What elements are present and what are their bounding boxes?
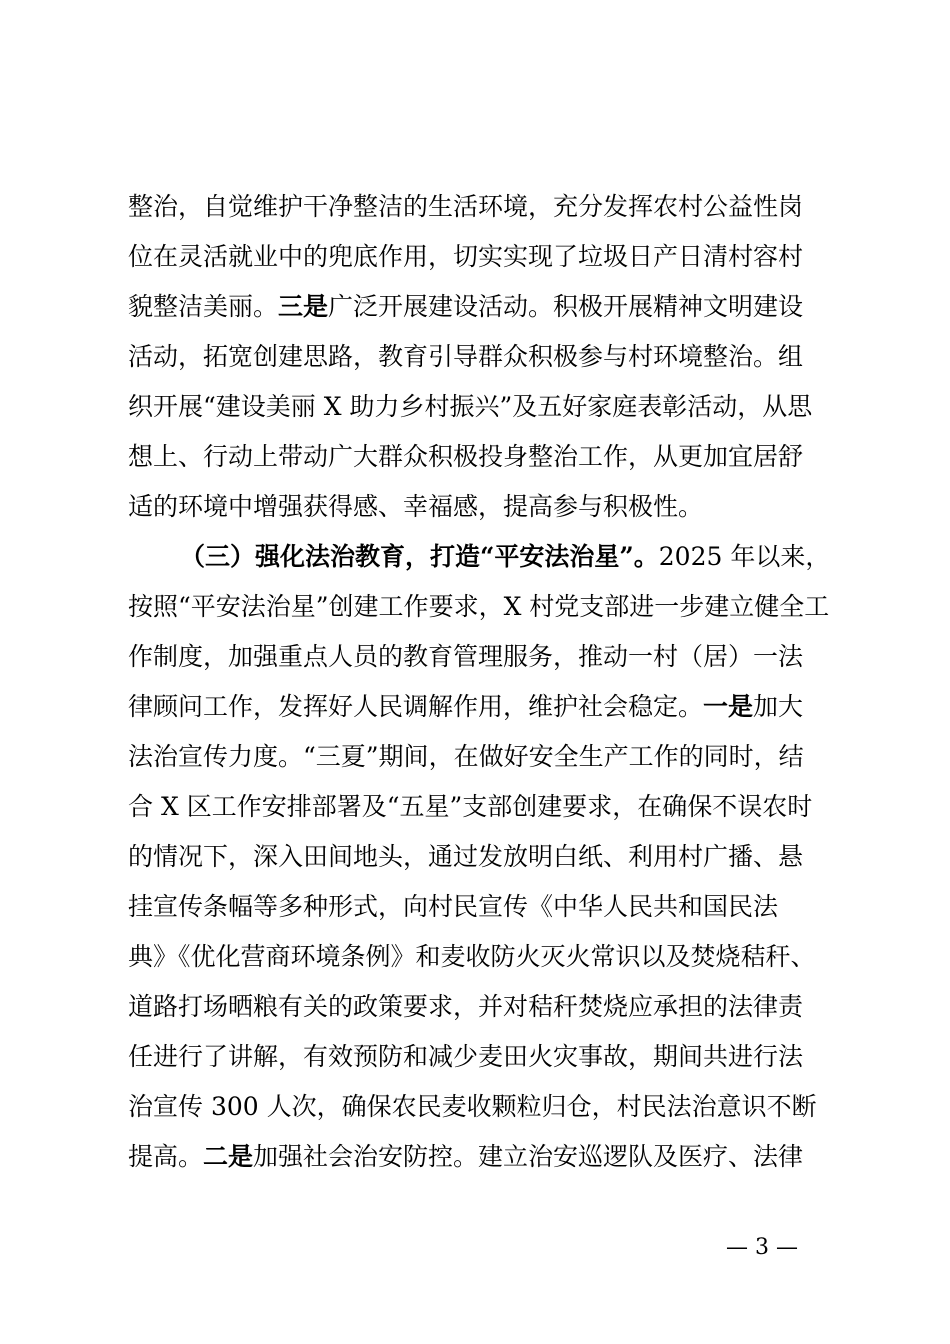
text-line: 合 X 区工作安排部署及“五星”支部创建要求，在确保不误农时 <box>128 792 813 821</box>
page-number: — 3 — <box>726 1235 798 1260</box>
bold-marker: 三是 <box>278 292 329 321</box>
text-line: 作制度，加强重点人员的教育管理服务，推动一村（居）一法 <box>128 642 804 671</box>
text-line: 按照“平安法治星”创建工作要求，X 村党支部进一步建立健全工 <box>128 592 830 621</box>
text-line: 道路打场晒粮有关的政策要求，并对秸秆焚烧应承担的法律责 <box>128 992 804 1021</box>
section-heading: （三）强化法治教育，打造“平安法治星”。 <box>180 542 659 571</box>
text-line: 挂宣传条幅等多种形式，向村民宣传《中华人民共和国民法 <box>128 892 779 921</box>
text-run: 貌整洁美丽。 <box>128 292 279 321</box>
bold-marker: 二是 <box>203 1142 254 1171</box>
text-line <box>128 1132 836 1182</box>
text-line <box>128 682 836 732</box>
section-heading-line <box>128 532 836 582</box>
text-run: 加强社会治安防控。建立治安巡逻队及医疗、法律 <box>253 1142 804 1171</box>
text-line: 想上、行动上带动广大群众积极投身整治工作，从更加宜居舒 <box>128 442 804 471</box>
text-line: 典》《优化营商环境条例》和麦收防火灭火常识以及焚烧秸秆、 <box>128 942 816 971</box>
text-run: 2025 年以来， <box>658 542 831 571</box>
text-line: 织开展“建设美丽 X 助力乡村振兴”及五好家庭表彰活动，从思 <box>128 392 813 421</box>
document-body <box>128 182 836 1182</box>
text-line: 法治宣传力度。“三夏”期间，在做好安全生产工作的同时，结 <box>128 742 804 771</box>
text-run: 提高。 <box>128 1142 204 1171</box>
text-line: 整治，自觉维护干净整洁的生活环境，充分发挥农村公益性岗 <box>128 192 804 221</box>
text-run: 加大 <box>753 692 804 721</box>
text-line: 活动，拓宽创建思路，教育引导群众积极参与村环境整治。组 <box>128 342 804 371</box>
text-line: 适的环境中增强获得感、幸福感，提高参与积极性。 <box>128 492 704 521</box>
text-line: 的情况下，深入田间地头，通过发放明白纸、利用村广播、悬 <box>128 842 804 871</box>
text-line: 任进行了讲解，有效预防和减少麦田火灾事故，期间共进行法 <box>128 1042 804 1071</box>
text-run: 律顾问工作，发挥好人民调解作用，维护社会稳定。 <box>128 692 704 721</box>
text-line: 位在灵活就业中的兜底作用，切实实现了垃圾日产日清村容村 <box>128 242 804 271</box>
text-run: 广泛开展建设活动。积极开展精神文明建设 <box>328 292 804 321</box>
text-line: 治宣传 300 人次，确保农民麦收颗粒归仓，村民法治意识不断 <box>128 1092 817 1121</box>
bold-marker: 一是 <box>703 692 754 721</box>
text-line <box>128 282 836 332</box>
